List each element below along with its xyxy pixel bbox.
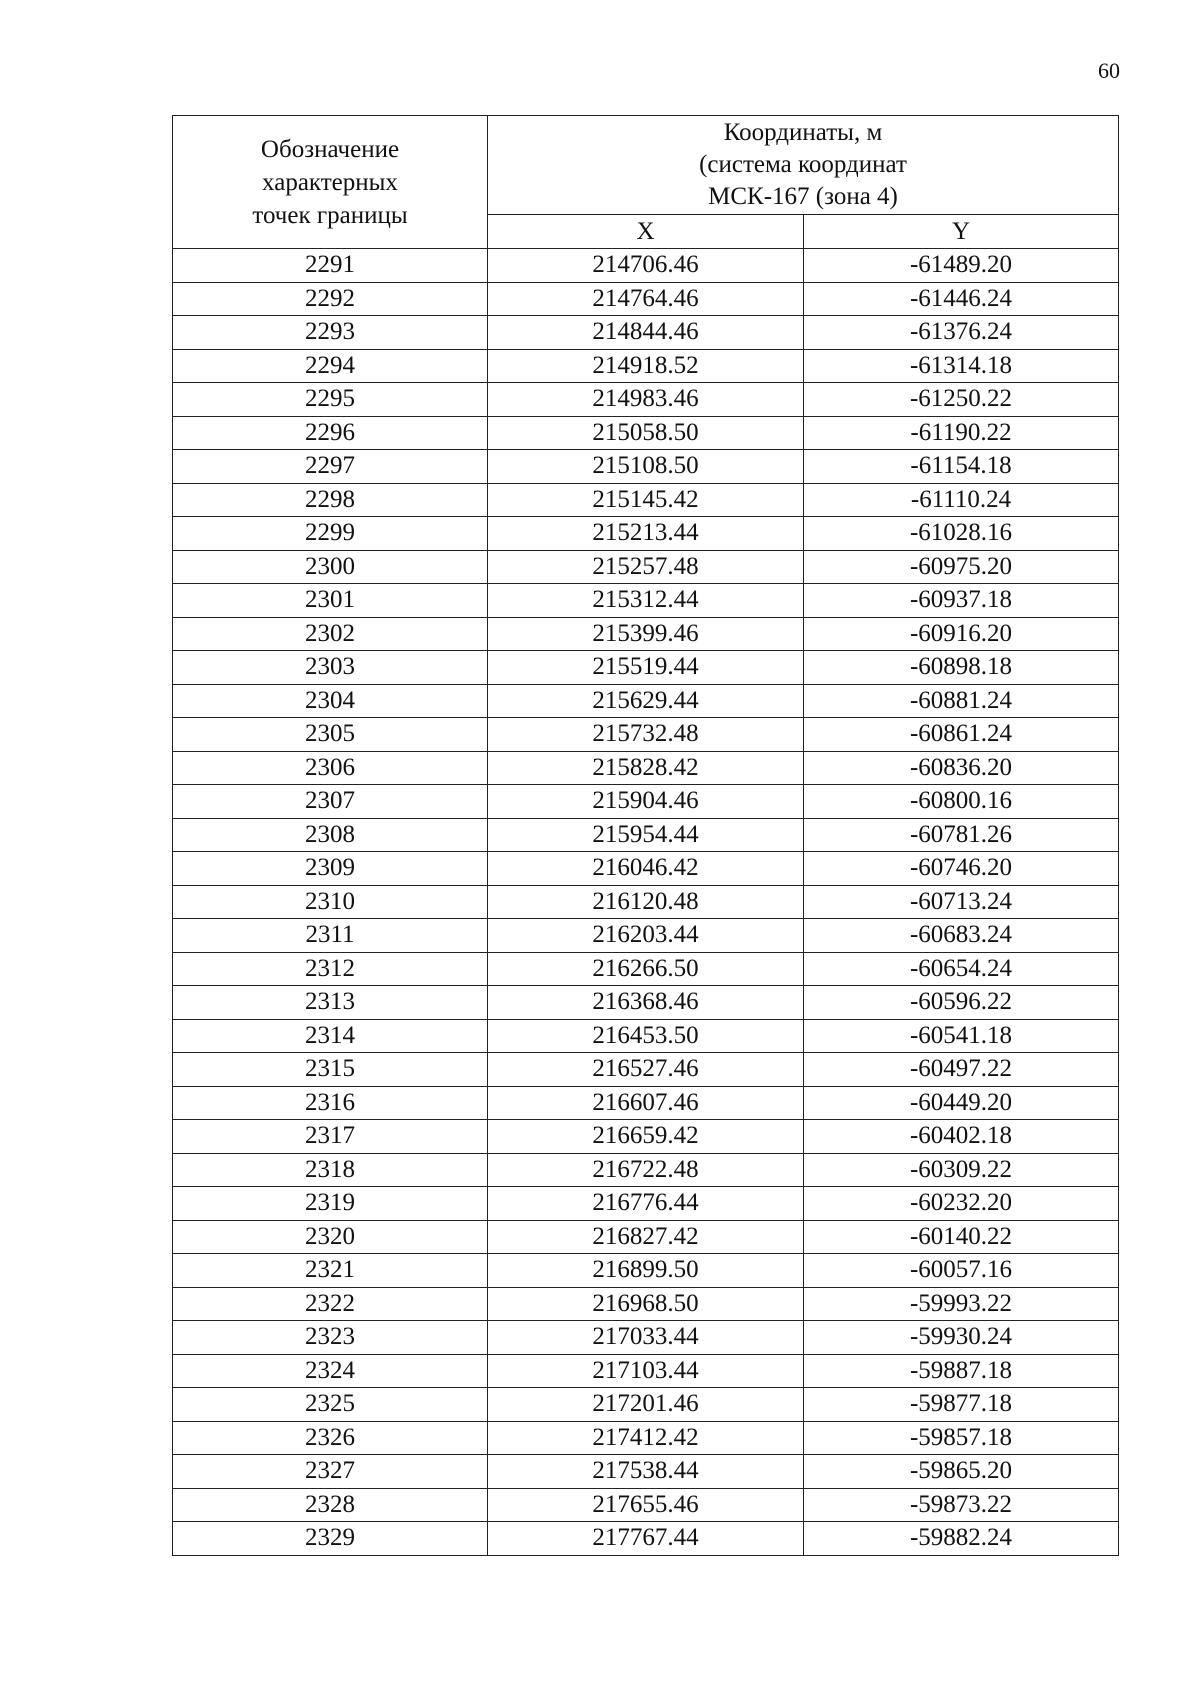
x-coordinate-cell: 217033.44 — [488, 1321, 804, 1355]
x-coordinate-cell: 217412.42 — [488, 1421, 804, 1455]
point-id-cell: 2327 — [173, 1455, 488, 1489]
point-id-cell: 2319 — [173, 1187, 488, 1221]
table-row — [173, 1421, 1119, 1455]
x-coordinate-cell: 217655.46 — [488, 1488, 804, 1522]
table-row — [173, 718, 1119, 752]
point-id-cell: 2322 — [173, 1287, 488, 1321]
point-id-cell: 2307 — [173, 785, 488, 819]
x-coordinate-cell: 216827.42 — [488, 1220, 804, 1254]
y-coordinate-cell: -59882.24 — [804, 1522, 1119, 1556]
y-coordinate-cell: -61250.22 — [804, 383, 1119, 417]
table-row — [173, 919, 1119, 953]
table-row — [173, 1153, 1119, 1187]
point-id-cell: 2315 — [173, 1053, 488, 1087]
x-coordinate-cell: 217538.44 — [488, 1455, 804, 1489]
point-id-cell: 2316 — [173, 1086, 488, 1120]
y-coordinate-cell: -60898.18 — [804, 651, 1119, 685]
x-coordinate-cell: 215954.44 — [488, 818, 804, 852]
x-coordinate-cell: 216899.50 — [488, 1254, 804, 1288]
table-row — [173, 316, 1119, 350]
table-row — [173, 952, 1119, 986]
x-coordinate-cell: 216968.50 — [488, 1287, 804, 1321]
table-row — [173, 1321, 1119, 1355]
y-coordinate-cell: -60683.24 — [804, 919, 1119, 953]
x-coordinate-cell: 216776.44 — [488, 1187, 804, 1221]
table-row — [173, 785, 1119, 819]
y-coordinate-cell: -60781.26 — [804, 818, 1119, 852]
x-coordinate-cell: 214918.52 — [488, 349, 804, 383]
x-coordinate-cell: 214706.46 — [488, 249, 804, 283]
x-coordinate-cell: 215108.50 — [488, 450, 804, 484]
x-coordinate-cell: 214983.46 — [488, 383, 804, 417]
header-label-line: характерных — [262, 168, 398, 196]
y-coordinate-cell: -60975.20 — [804, 550, 1119, 584]
point-id-cell: 2329 — [173, 1522, 488, 1556]
table-row — [173, 651, 1119, 685]
x-coordinate-cell: 216527.46 — [488, 1053, 804, 1087]
x-coordinate-cell: 215399.46 — [488, 617, 804, 651]
y-coordinate-cell: -60713.24 — [804, 885, 1119, 919]
point-id-cell: 2299 — [173, 517, 488, 551]
point-id-cell: 2306 — [173, 751, 488, 785]
point-id-cell: 2298 — [173, 483, 488, 517]
table-row — [173, 1388, 1119, 1422]
table-header-row — [173, 116, 1119, 215]
table-row — [173, 617, 1119, 651]
point-id-cell: 2309 — [173, 852, 488, 886]
point-id-cell: 2324 — [173, 1354, 488, 1388]
x-coordinate-cell: 215828.42 — [488, 751, 804, 785]
table-row — [173, 282, 1119, 316]
point-id-cell: 2328 — [173, 1488, 488, 1522]
y-coordinate-cell: -60861.24 — [804, 718, 1119, 752]
point-id-cell: 2326 — [173, 1421, 488, 1455]
y-coordinate-cell: -61190.22 — [804, 416, 1119, 450]
x-coordinate-cell: 216203.44 — [488, 919, 804, 953]
table-row — [173, 550, 1119, 584]
header-label-line: Обозначение — [260, 135, 400, 163]
y-coordinate-cell: -61154.18 — [804, 450, 1119, 484]
y-coordinate-cell: -59887.18 — [804, 1354, 1119, 1388]
table-row — [173, 1053, 1119, 1087]
y-coordinate-cell: -59877.18 — [804, 1388, 1119, 1422]
point-id-cell: 2312 — [173, 952, 488, 986]
x-coordinate-cell: 215145.42 — [488, 483, 804, 517]
x-coordinate-cell: 214844.46 — [488, 316, 804, 350]
table-row — [173, 818, 1119, 852]
point-id-cell: 2317 — [173, 1120, 488, 1154]
point-id-cell: 2305 — [173, 718, 488, 752]
table-row — [173, 349, 1119, 383]
table-row — [173, 986, 1119, 1020]
table-body — [173, 249, 1119, 1556]
table-row — [173, 1522, 1119, 1556]
y-coordinate-cell: -60836.20 — [804, 751, 1119, 785]
y-coordinate-cell: -59930.24 — [804, 1321, 1119, 1355]
table-row — [173, 483, 1119, 517]
point-id-cell: 2321 — [173, 1254, 488, 1288]
page-number: 60 — [1098, 58, 1120, 83]
x-coordinate-cell: 216266.50 — [488, 952, 804, 986]
y-coordinate-cell: -60654.24 — [804, 952, 1119, 986]
x-column-header: X — [488, 214, 804, 248]
x-coordinate-cell: 216659.42 — [488, 1120, 804, 1154]
table-row — [173, 1187, 1119, 1221]
point-id-cell: 2302 — [173, 617, 488, 651]
x-coordinate-cell: 215257.48 — [488, 550, 804, 584]
y-coordinate-cell: -60140.22 — [804, 1220, 1119, 1254]
header-label-line: точек границы — [252, 201, 408, 229]
point-id-cell: 2292 — [173, 282, 488, 316]
y-coordinate-cell: -60916.20 — [804, 617, 1119, 651]
y-coordinate-cell: -61446.24 — [804, 282, 1119, 316]
point-id-cell: 2294 — [173, 349, 488, 383]
point-id-cell: 2320 — [173, 1220, 488, 1254]
table-row — [173, 584, 1119, 618]
point-id-cell: 2295 — [173, 383, 488, 417]
y-coordinate-cell: -60800.16 — [804, 785, 1119, 819]
point-id-cell: 2318 — [173, 1153, 488, 1187]
table-row — [173, 751, 1119, 785]
point-id-cell: 2291 — [173, 249, 488, 283]
point-id-cell: 2310 — [173, 885, 488, 919]
y-coordinate-cell: -60402.18 — [804, 1120, 1119, 1154]
y-coordinate-cell: -59865.20 — [804, 1455, 1119, 1489]
table-row — [173, 517, 1119, 551]
table-row — [173, 1220, 1119, 1254]
y-coordinate-cell: -60746.20 — [804, 852, 1119, 886]
table-row — [173, 684, 1119, 718]
coordinates-table — [172, 115, 1119, 1556]
x-coordinate-cell: 216453.50 — [488, 1019, 804, 1053]
x-coordinate-cell: 215058.50 — [488, 416, 804, 450]
y-coordinate-cell: -59873.22 — [804, 1488, 1119, 1522]
point-id-cell: 2300 — [173, 550, 488, 584]
x-coordinate-cell: 216368.46 — [488, 986, 804, 1020]
x-coordinate-cell: 217103.44 — [488, 1354, 804, 1388]
point-designation-header — [173, 116, 488, 249]
table-row — [173, 1019, 1119, 1053]
point-id-cell: 2325 — [173, 1388, 488, 1422]
header-coords-line: (система координат — [699, 150, 907, 178]
header-coords-line: МСК-167 (зона 4) — [708, 182, 898, 210]
x-coordinate-cell: 215904.46 — [488, 785, 804, 819]
table-row — [173, 1354, 1119, 1388]
x-coordinate-cell: 215519.44 — [488, 651, 804, 685]
x-coordinate-cell: 215213.44 — [488, 517, 804, 551]
x-coordinate-cell: 216722.48 — [488, 1153, 804, 1187]
x-coordinate-cell: 216046.42 — [488, 852, 804, 886]
x-coordinate-cell: 217201.46 — [488, 1388, 804, 1422]
point-id-cell: 2304 — [173, 684, 488, 718]
x-coordinate-cell: 215732.48 — [488, 718, 804, 752]
point-id-cell: 2311 — [173, 919, 488, 953]
point-id-cell: 2301 — [173, 584, 488, 618]
x-coordinate-cell: 216120.48 — [488, 885, 804, 919]
point-id-cell: 2308 — [173, 818, 488, 852]
x-coordinate-cell: 215312.44 — [488, 584, 804, 618]
header-coords-line: Координаты, м — [723, 118, 883, 146]
point-id-cell: 2297 — [173, 450, 488, 484]
y-coordinate-cell: -60937.18 — [804, 584, 1119, 618]
y-coordinate-cell: -60497.22 — [804, 1053, 1119, 1087]
table-row — [173, 1120, 1119, 1154]
point-id-cell: 2293 — [173, 316, 488, 350]
table-row — [173, 383, 1119, 417]
x-coordinate-cell: 216607.46 — [488, 1086, 804, 1120]
y-coordinate-cell: -60449.20 — [804, 1086, 1119, 1120]
table-row — [173, 1287, 1119, 1321]
point-id-cell: 2323 — [173, 1321, 488, 1355]
y-coordinate-cell: -60232.20 — [804, 1187, 1119, 1221]
x-coordinate-cell: 217767.44 — [488, 1522, 804, 1556]
x-coordinate-cell: 214764.46 — [488, 282, 804, 316]
y-coordinate-cell: -59857.18 — [804, 1421, 1119, 1455]
y-coordinate-cell: -60309.22 — [804, 1153, 1119, 1187]
y-coordinate-cell: -60881.24 — [804, 684, 1119, 718]
y-coordinate-cell: -61489.20 — [804, 249, 1119, 283]
table-row — [173, 1455, 1119, 1489]
point-id-cell: 2314 — [173, 1019, 488, 1053]
table-row — [173, 852, 1119, 886]
table-row — [173, 1254, 1119, 1288]
coordinates-header — [488, 116, 1119, 215]
y-coordinate-cell: -61110.24 — [804, 483, 1119, 517]
table-row — [173, 885, 1119, 919]
point-id-cell: 2303 — [173, 651, 488, 685]
table-row — [173, 450, 1119, 484]
table-row — [173, 249, 1119, 283]
y-column-header: Y — [804, 214, 1119, 248]
y-coordinate-cell: -59993.22 — [804, 1287, 1119, 1321]
y-coordinate-cell: -61314.18 — [804, 349, 1119, 383]
table-row — [173, 1488, 1119, 1522]
table-row — [173, 1086, 1119, 1120]
y-coordinate-cell: -60541.18 — [804, 1019, 1119, 1053]
y-coordinate-cell: -60596.22 — [804, 986, 1119, 1020]
table-row — [173, 416, 1119, 450]
point-id-cell: 2313 — [173, 986, 488, 1020]
point-id-cell: 2296 — [173, 416, 488, 450]
y-coordinate-cell: -61376.24 — [804, 316, 1119, 350]
y-coordinate-cell: -61028.16 — [804, 517, 1119, 551]
x-coordinate-cell: 215629.44 — [488, 684, 804, 718]
y-coordinate-cell: -60057.16 — [804, 1254, 1119, 1288]
